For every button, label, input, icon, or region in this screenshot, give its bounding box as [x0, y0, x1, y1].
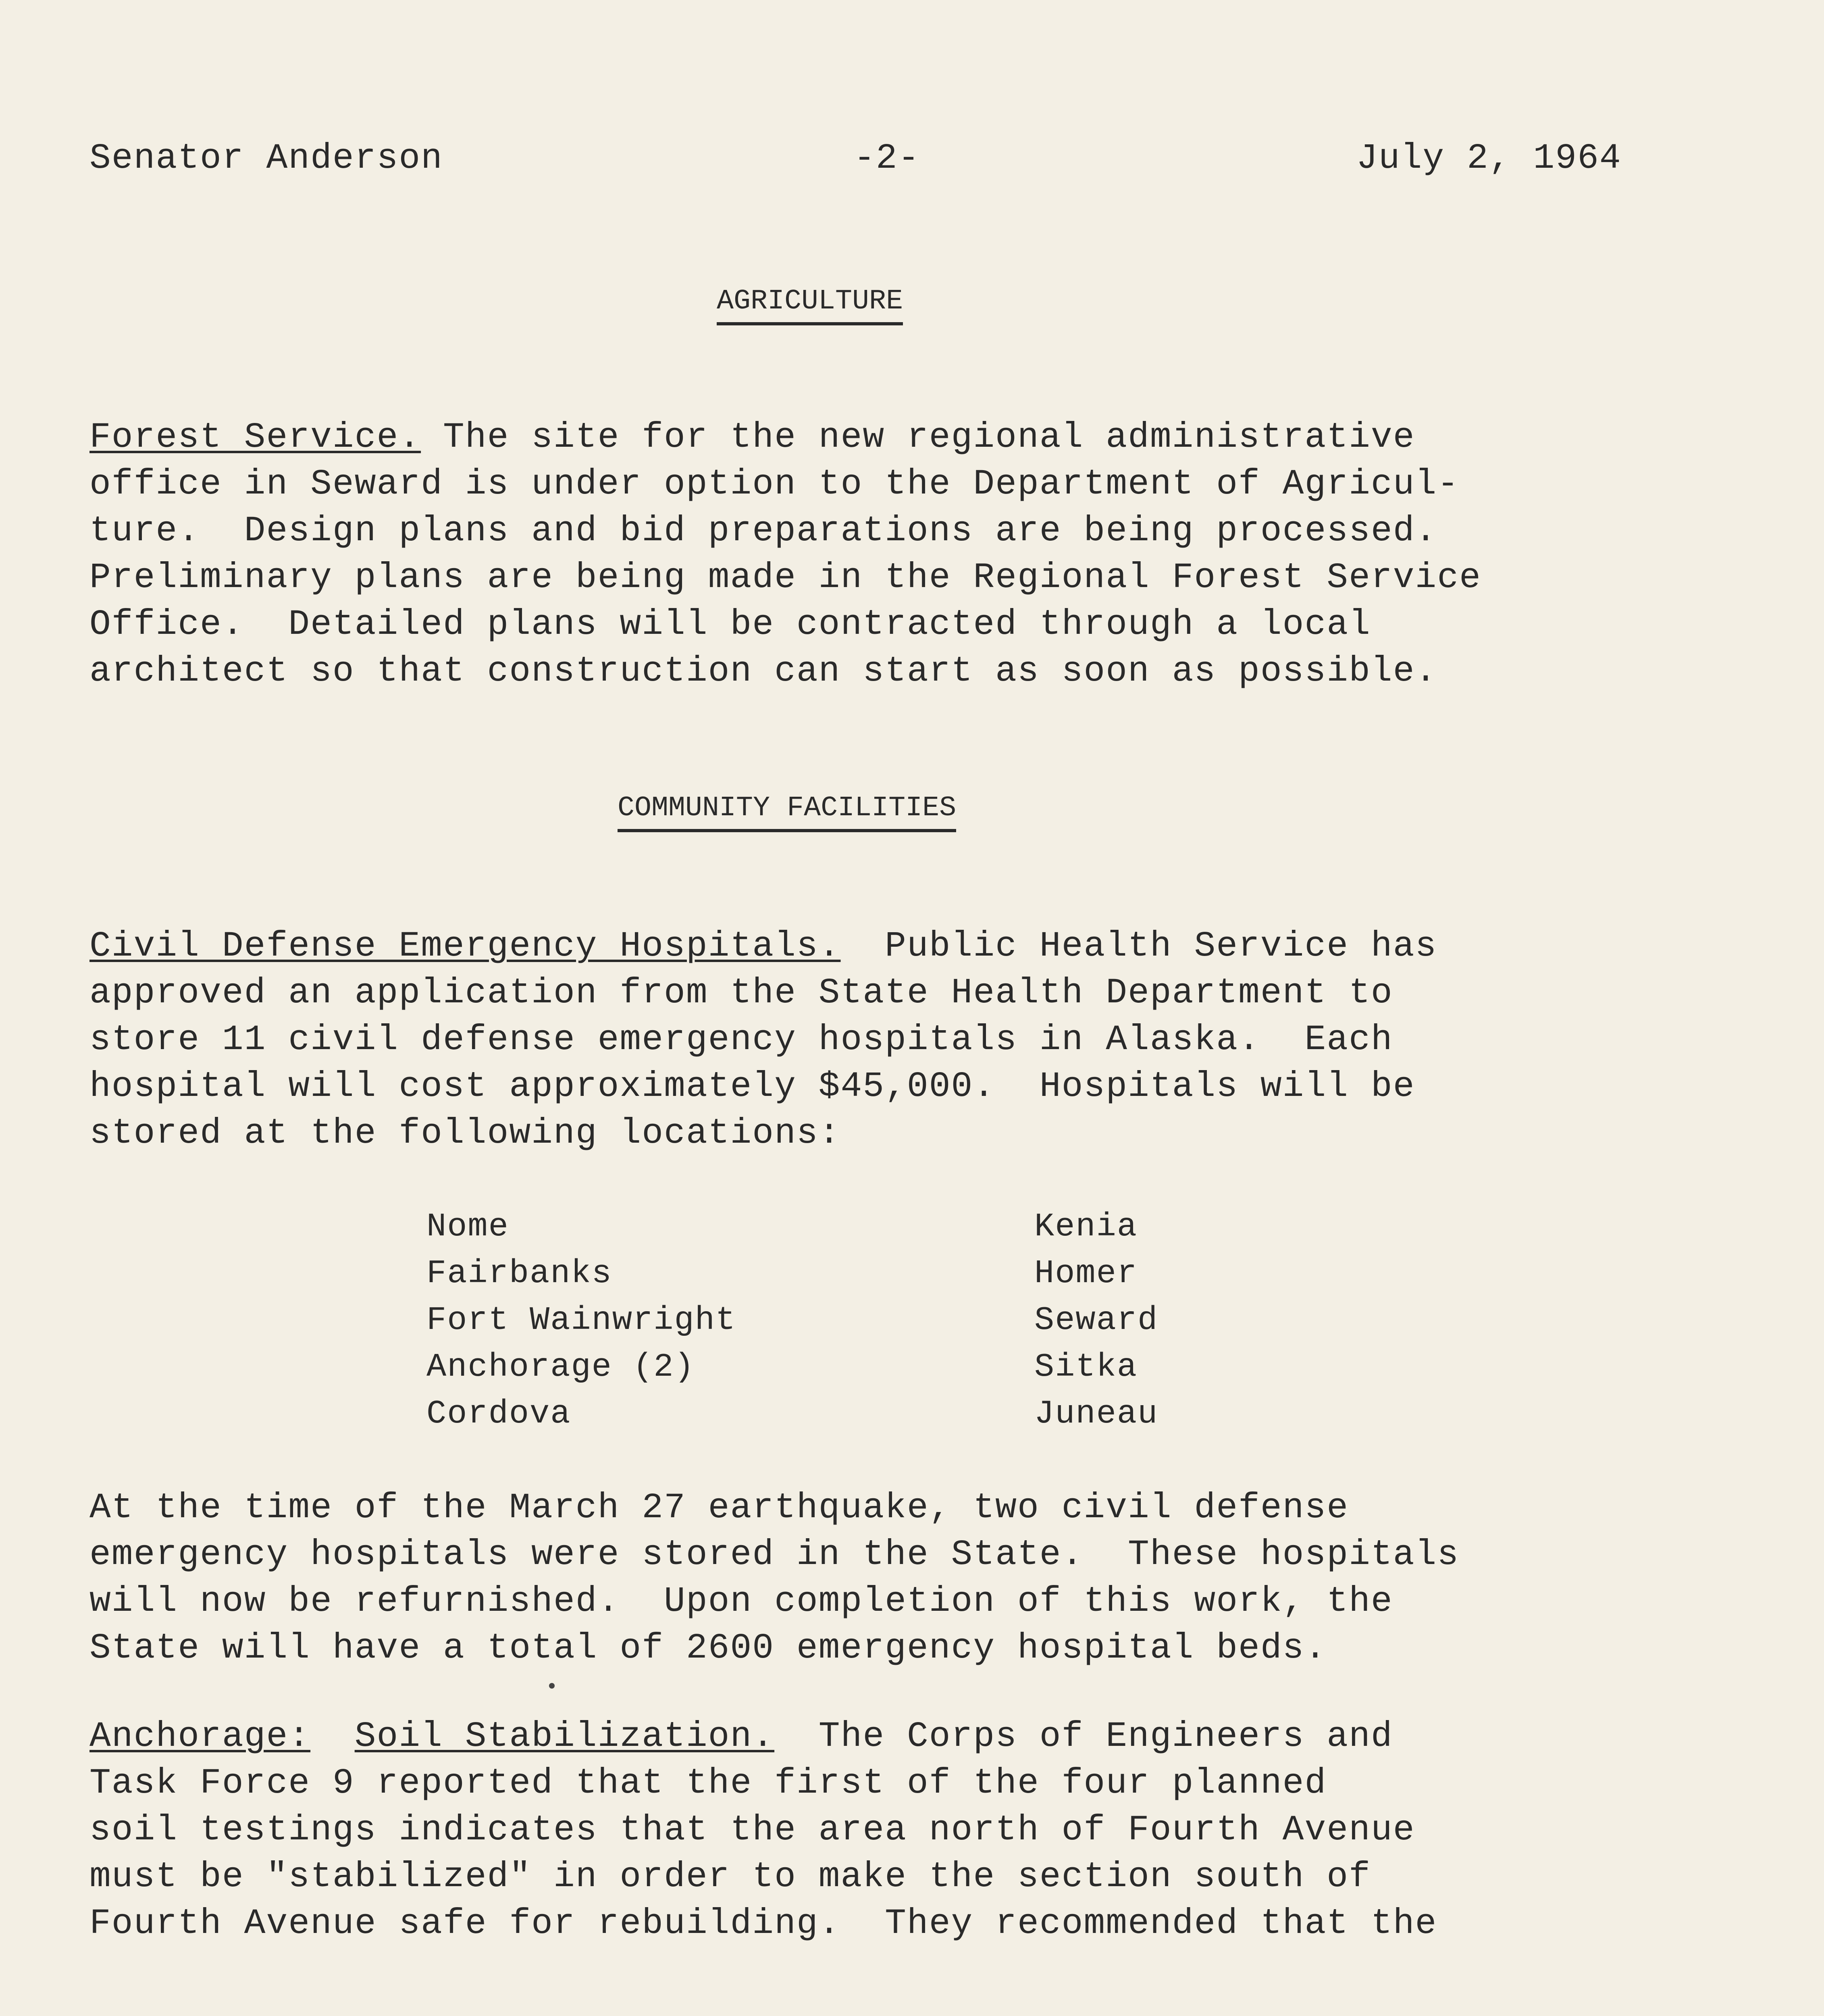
civil-defense-paragraph: [89, 923, 1662, 1157]
paragraph-line: approved an application from the State Health Department to: [89, 973, 1393, 1013]
location-item: Kenia: [1034, 1208, 1138, 1245]
paragraph-line: soil testings indicates that the area north of Fourth Avenue: [89, 1810, 1415, 1850]
header-page-number: -2-: [854, 139, 920, 179]
locations-left-column: [426, 1204, 736, 1437]
paragraph-line: At the time of the March 27 earthquake, two civil defense: [89, 1488, 1349, 1528]
paragraph-line: Task Force 9 reported that the first of the four planned: [89, 1764, 1327, 1804]
paragraph-line: Fourth Avenue safe for rebuilding. They recommended that the: [89, 1904, 1437, 1944]
anchorage-heading: Anchorage:: [89, 1717, 311, 1757]
civil-defense-heading: Civil Defense Emergency Hospitals.: [89, 927, 841, 966]
paragraph-line: must be "stabilized" in order to make the section south of: [89, 1857, 1371, 1897]
locations-right-column: [1034, 1204, 1158, 1437]
location-item: Seward: [1034, 1302, 1158, 1339]
header-recipient: Senator Anderson: [89, 139, 443, 179]
paragraph-line: Preliminary plans are being made in the Regional Forest Service: [89, 558, 1481, 598]
earthquake-paragraph: [89, 1485, 1662, 1672]
paragraph-line: store 11 civil defense emergency hospitals in Alaska. Each: [89, 1020, 1393, 1060]
location-item: Sitka: [1034, 1348, 1138, 1386]
header-date: July 2, 1964: [1356, 139, 1622, 179]
location-item: Fairbanks: [426, 1255, 612, 1292]
paragraph-line: Anchorage: Soil Stabilization. The Corps of Engineers and: [89, 1717, 1393, 1757]
paragraph-line: stored at the following locations:: [89, 1114, 841, 1154]
section-title-agriculture: AGRICULTURE: [717, 283, 903, 325]
paragraph-line: Civil Defense Emergency Hospitals. Public Health Service has: [89, 927, 1437, 966]
paragraph-line: office in Seward is under option to the Department of Agricul-: [89, 464, 1460, 504]
paragraph-line: architect so that construction can start as soon as possible.: [89, 652, 1437, 691]
paragraph-line: ture. Design plans and bid preparations are being processed.: [89, 511, 1437, 551]
forest-service-heading: Forest Service.: [89, 418, 421, 458]
location-item: Anchorage (2): [426, 1348, 695, 1386]
soil-stabilization-heading: Soil Stabilization.: [354, 1717, 775, 1757]
location-item: Cordova: [426, 1395, 571, 1433]
section-title-community-facilities: COMMUNITY FACILITIES: [618, 790, 956, 832]
location-item: Juneau: [1034, 1395, 1158, 1433]
stray-dot-mark: [549, 1683, 555, 1689]
anchorage-paragraph: [89, 1714, 1662, 1947]
location-item: Fort Wainwright: [426, 1302, 736, 1339]
paragraph-line: will now be refurnished. Upon completion of this work, the: [89, 1582, 1393, 1622]
paragraph-line: Office. Detailed plans will be contracted through a local: [89, 605, 1371, 645]
location-item: Homer: [1034, 1255, 1138, 1292]
location-item: Nome: [426, 1208, 509, 1245]
forest-service-paragraph: [89, 414, 1662, 695]
paragraph-line: emergency hospitals were stored in the State. These hospitals: [89, 1535, 1460, 1575]
paragraph-line: hospital will cost approximately $45,000. Hospitals will be: [89, 1067, 1415, 1107]
paragraph-line: State will have a total of 2600 emergency hospital beds.: [89, 1629, 1327, 1668]
paragraph-line: Forest Service. The site for the new regional administrative: [89, 418, 1415, 458]
